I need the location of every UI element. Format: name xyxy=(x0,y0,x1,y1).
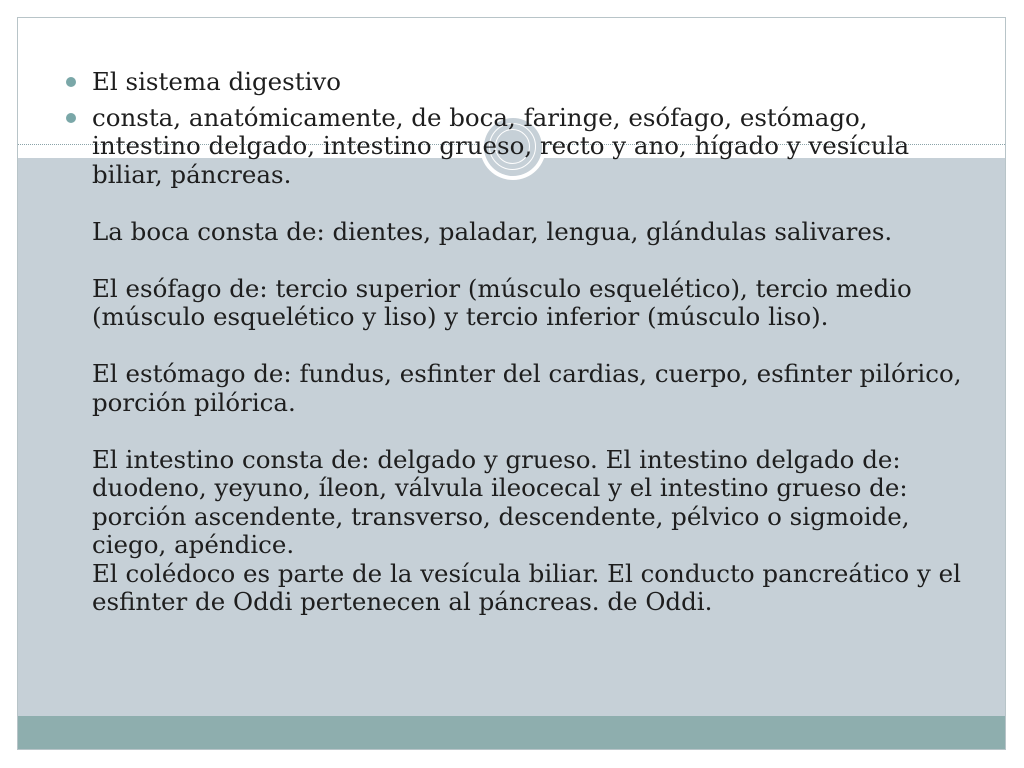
paragraph-boca: La boca consta de: dientes, paladar, lengua, glándulas salivares. xyxy=(92,216,893,246)
slide xyxy=(17,17,1006,750)
bullet-item xyxy=(64,104,974,617)
slide-content xyxy=(64,68,974,624)
paragraph-esofago: El esófago de: tercio superior (músculo esquelético), tercio medio (músculo esquelético y liso) y tercio inferior (músculo liso). xyxy=(92,273,912,331)
bullet-text: El sistema digestivo xyxy=(92,67,342,96)
paragraph-estomago: El estómago de: fundus, esfinter del cardias, cuerpo, esfinter pilórico, porción pilórica. xyxy=(92,359,962,417)
paragraph-intestino: El intestino consta de: delgado y grueso. El intestino delgado de: duodeno, yeyuno, íleon, válvula ileocecal y el intestino grueso de: porción ascendente, transverso, descendente, pélvico o sigmoide, ciego, apéndice. xyxy=(92,444,910,559)
bullet-dot-icon xyxy=(66,77,76,87)
bullet-item xyxy=(64,68,974,97)
bullet-dot-icon xyxy=(66,113,76,123)
slide-footer-band xyxy=(18,716,1005,750)
paragraph-coledoco: El colédoco es parte de la vesícula biliar. El conducto pancreático y el esfinter de Oddi pertenecen al páncreas. de Oddi. xyxy=(92,558,961,616)
paragraph-overview: consta, anatómicamente, de boca, faringe, esófago, estómago, intestino delgado, intestino grueso, recto y ano, hígado y vesícula biliar, páncreas. xyxy=(92,102,910,189)
